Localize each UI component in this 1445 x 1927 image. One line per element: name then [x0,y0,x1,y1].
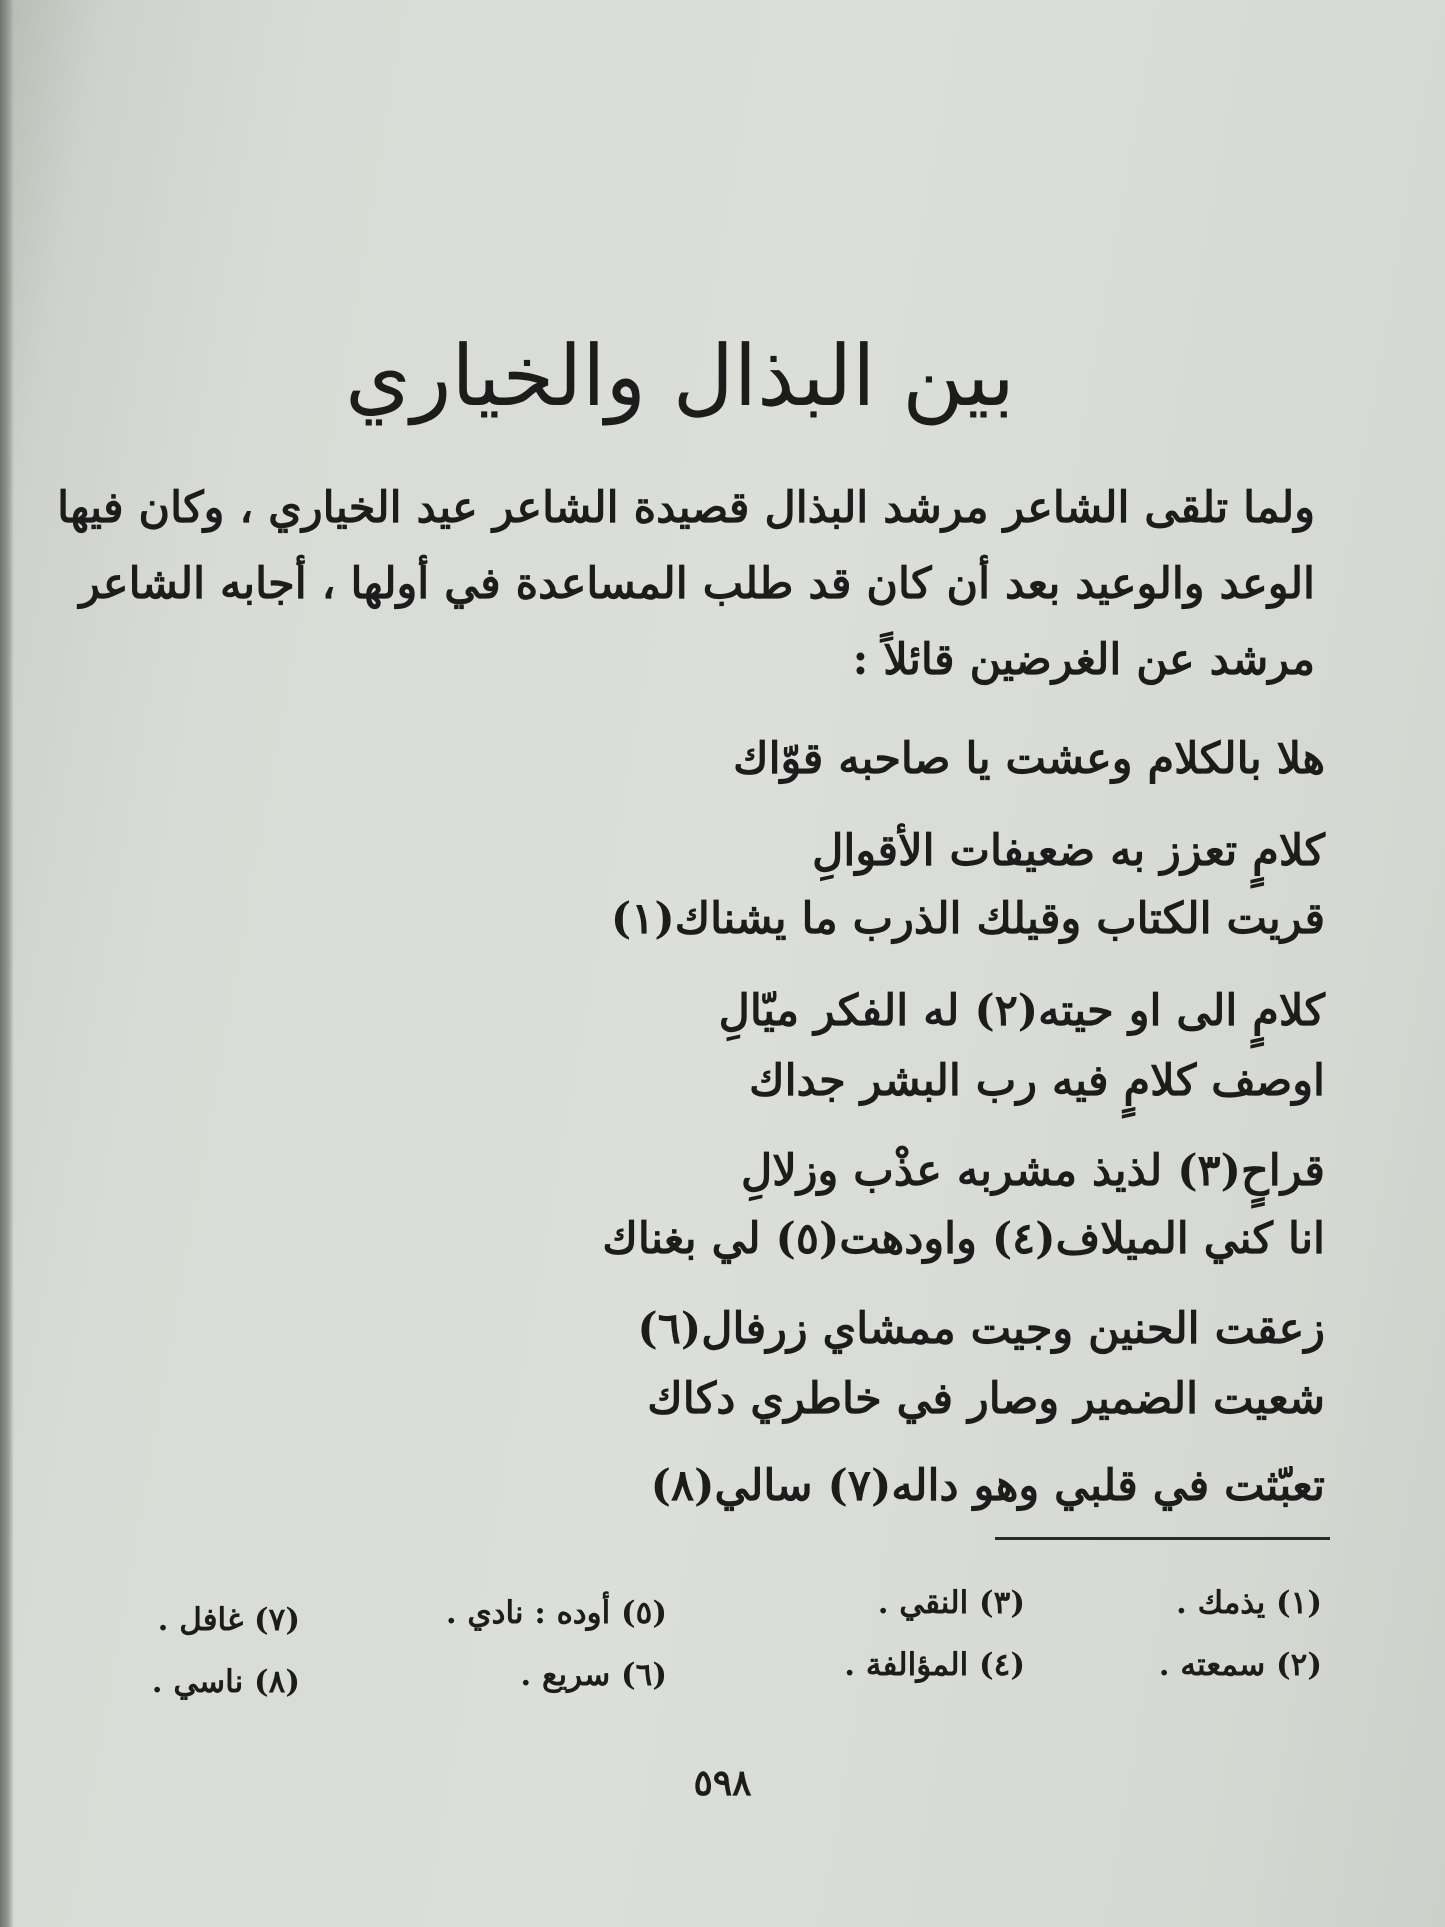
verse-5-second-hemistich: تعبّثت في قلبي وهو داله(٧) سالي(٨) [650,1461,1325,1511]
verse-3-first-hemistich: اوصف كلامٍ فيه رب البشر جداك [749,1056,1325,1106]
footnote-2: (٢) سمعته . [1158,1647,1322,1683]
verse-2-first-hemistich: قريت الكتاب وقيلك الذرب ما يشناك(١) [610,894,1325,944]
footnote-7: (٧) غافل . [157,1602,300,1638]
verse-1-second-hemistich: كلامٍ تعزز به ضعيفات الأقوالِ [812,826,1325,876]
page-number: ٥٩٨ [693,1762,752,1804]
verse-5-first-hemistich: شعيت الضمير وصار في خاطري دكاك [647,1374,1325,1424]
verse-4-first-hemistich: انا كني الميلاف(٤) واودهت(٥) لي بغناك [602,1214,1325,1264]
intro-line: ولما تلقى الشاعر مرشد البذال قصيدة الشاعر عيد الخياري ، وكان فيها [57,483,1315,533]
verse-2-second-hemistich: كلامٍ الى او حيته(٢) له الفكر ميّالِ [718,986,1325,1036]
footnote-1: (١) يذمك . [1175,1585,1322,1621]
footnote-5: (٥) أوده : نادي . [445,1595,667,1631]
verse-4-second-hemistich: زعقت الحنين وجيت ممشاي زرفال(٦) [637,1304,1325,1354]
intro-line: الوعد والوعيد بعد أن كان قد طلب المساعدة في أولها ، أجابه الشاعر [79,559,1315,609]
footnote-4: (٤) المؤالفة . [844,1647,1025,1683]
verse-1-first-hemistich: هلا بالكلام وعشت يا صاحبه قوّاك [733,734,1325,784]
intro-paragraph [57,470,1315,698]
footnote-separator [995,1537,1330,1540]
page-edge-shadow [0,0,14,1927]
footnote-8: (٨) ناسي . [151,1664,300,1700]
verse-3-second-hemistich: قراحٍ(٣) لذيذ مشربه عذْب وزلالِ [740,1146,1325,1196]
page-title: بين البذال والخياري [345,327,1015,426]
footnote-6: (٦) سريع . [520,1657,667,1693]
intro-line: مرشد عن الغرضين قائلاً : [852,635,1315,685]
footnote-3: (٣) النقي . [877,1585,1025,1621]
